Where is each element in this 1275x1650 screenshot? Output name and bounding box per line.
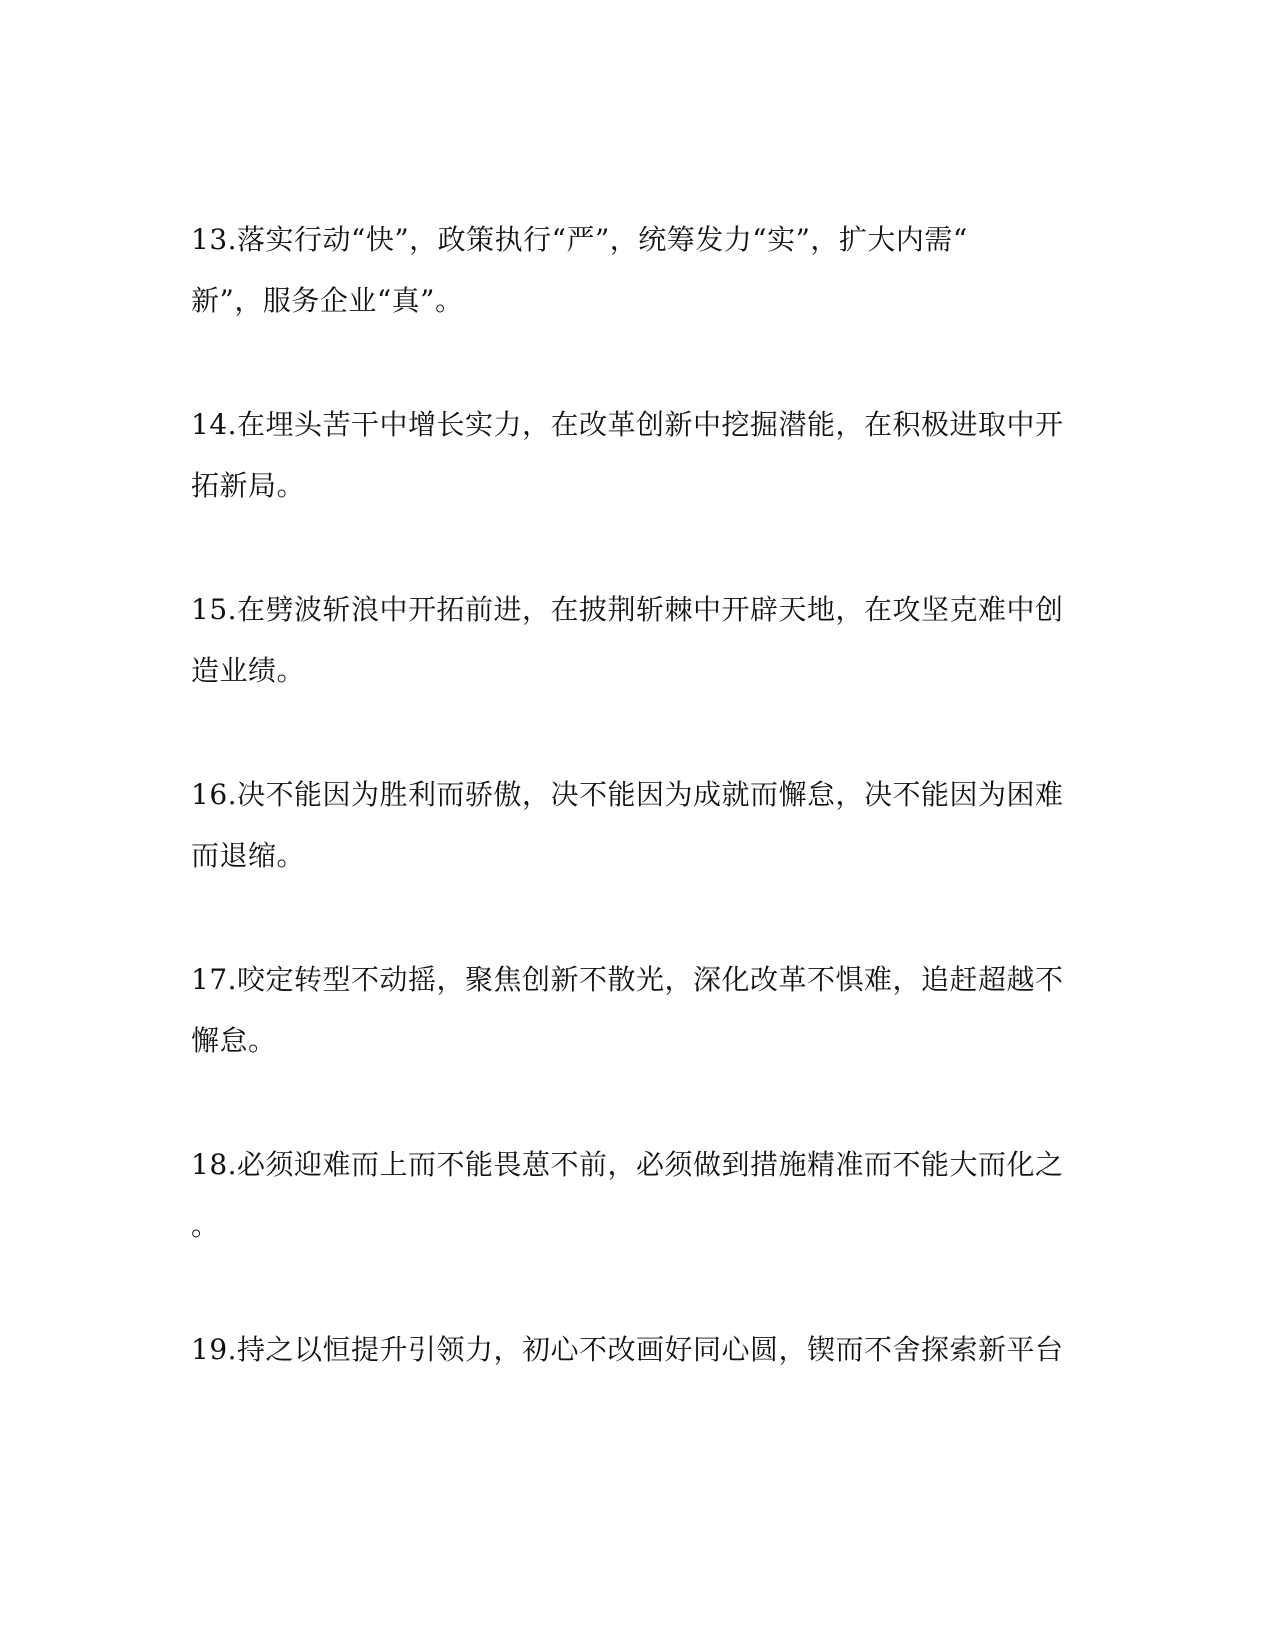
- paragraph-13-line-2: 新”，服务企业“真”。: [191, 284, 464, 317]
- paragraph-13-line-1: 13.落实行动“快”，政策执行“严”，统筹发力“实”，扩大内需“: [191, 223, 968, 256]
- paragraph-16-line-2: 而退缩。: [191, 839, 306, 872]
- paragraph-15-line-1: 15.在劈波斩浪中开拓前进，在披荆斩棘中开辟天地，在攻坚克难中创: [191, 593, 1064, 626]
- paragraph-17-line-2: 懈怠。: [191, 1024, 277, 1057]
- paragraph-19-line-1: 19.持之以恒提升引领力，初心不改画好同心圆，锲而不舍探索新平台: [191, 1333, 1064, 1366]
- paragraph-15-line-2: 造业绩。: [191, 654, 306, 687]
- paragraph-17-line-1: 17.咬定转型不动摇，聚焦创新不散光，深化改革不惧难，追赶超越不: [191, 963, 1064, 996]
- paragraph-14-line-1: 14.在埋头苦干中增长实力，在改革创新中挖掘潜能，在积极进取中开: [191, 408, 1064, 441]
- paragraph-14-line-2: 拓新局。: [191, 469, 306, 502]
- paragraph-18-line-1: 18.必须迎难而上而不能畏葸不前，必须做到措施精准而不能大而化之: [191, 1148, 1064, 1181]
- paragraph-16-line-1: 16.决不能因为胜利而骄傲，决不能因为成就而懈怠，决不能因为困难: [191, 778, 1064, 811]
- paragraph-18-line-2: 。: [191, 1209, 220, 1242]
